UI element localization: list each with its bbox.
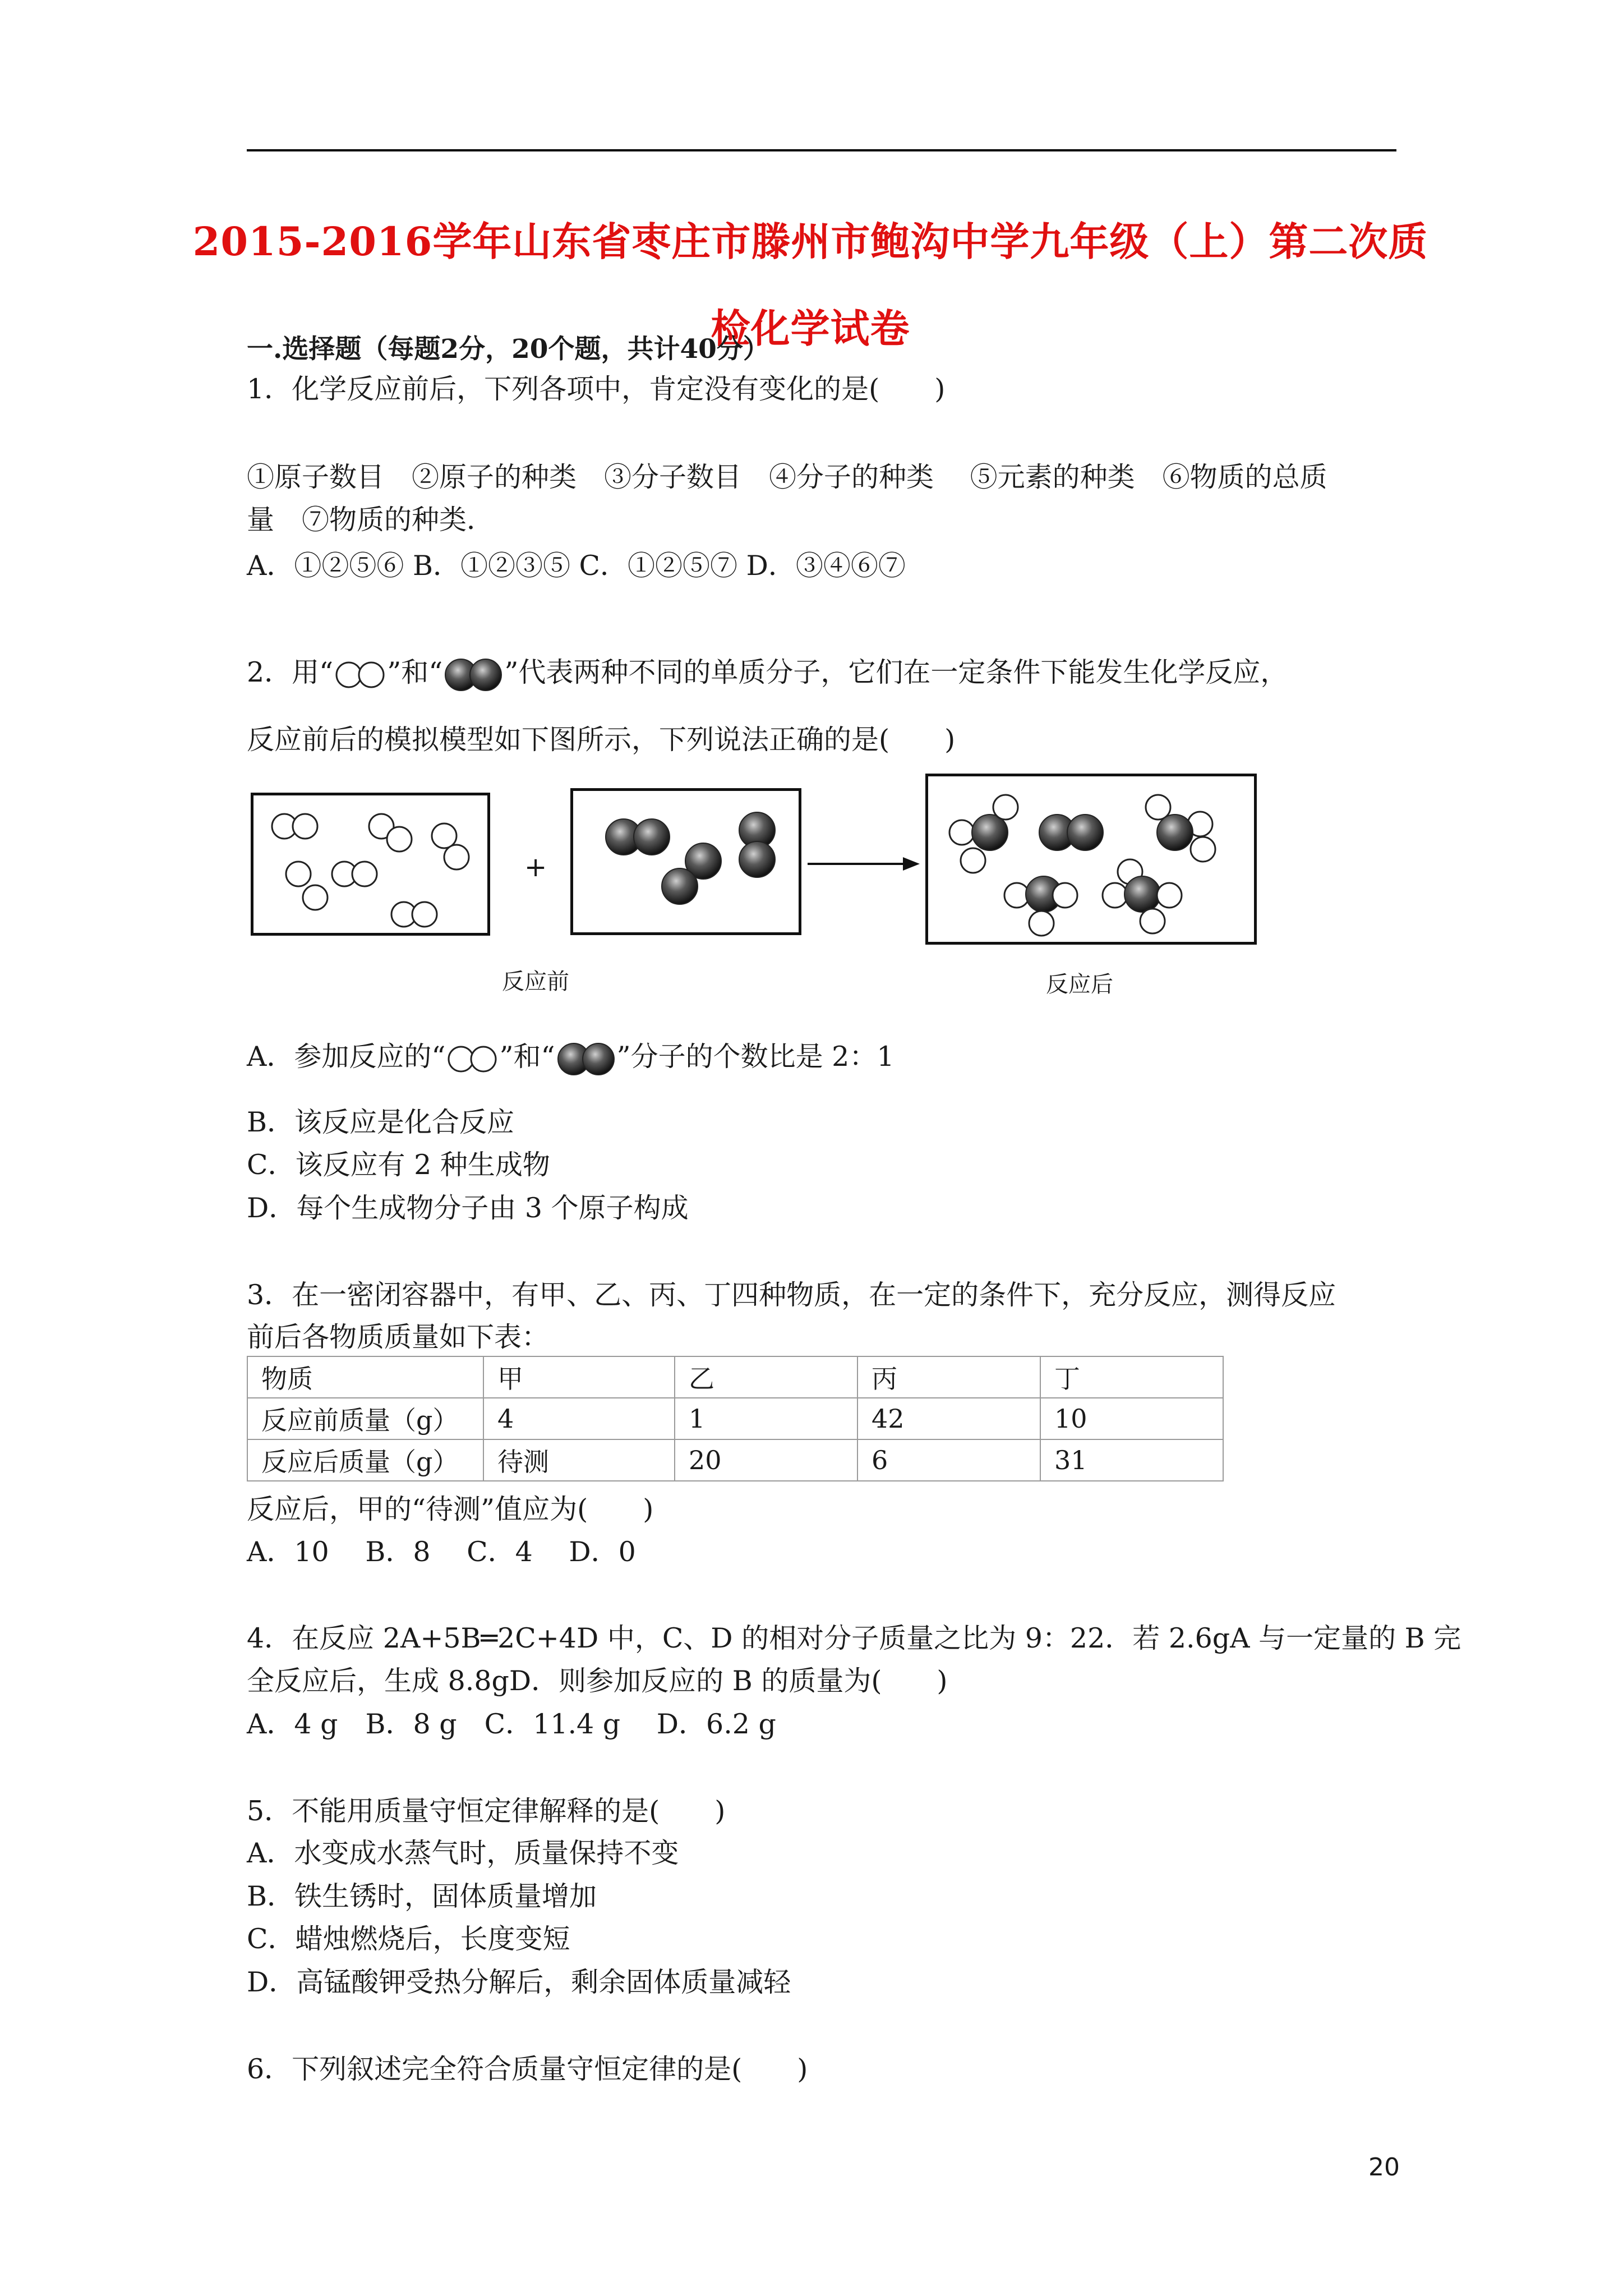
q5-option-d: D．高锰酸钾受热分解后，剩余固体质量减轻 xyxy=(247,1966,791,1998)
exam-title-line1: 2015-2016学年山东省枣庄市滕州市鲍沟中学九年级（上）第二次质 xyxy=(192,218,1428,265)
table-cell: 丙 xyxy=(857,1356,1040,1398)
table-row xyxy=(247,1439,1223,1481)
q1-items-line2: 量 ⑦物质的种类． xyxy=(247,504,495,536)
table-cell: 待测 xyxy=(483,1439,675,1481)
q2-stem-line1 xyxy=(247,651,1288,693)
q3-after-table: 反应后，甲的“待测”值应为( ) xyxy=(247,1493,654,1525)
q2-option-b: B．该反应是化合反应 xyxy=(247,1106,515,1138)
table-row xyxy=(247,1398,1223,1439)
q1-stem: 1．化学反应前后，下列各项中，肯定没有变化的是( ) xyxy=(247,373,946,405)
mass-data-table xyxy=(247,1356,1224,1481)
exam-title-line2: 检化学试卷 xyxy=(711,305,910,352)
q6-stem: 6．下列叙述完全符合质量守恒定律的是( ) xyxy=(247,2053,808,2085)
table-cell: 31 xyxy=(1040,1439,1223,1481)
q4-options: A．4 g B．8 g C．11.4 g D．6.2 g xyxy=(247,1708,776,1740)
dark-molecule-icon xyxy=(442,657,504,693)
q1-items-line1: ①原子数目 ②原子的种类 ③分子数目 ④分子的种类 ⑤元素的种类 ⑥物质的总质 xyxy=(247,461,1327,493)
q2-option-d: D．每个生成物分子由 3 个原子构成 xyxy=(247,1192,689,1224)
before-box-white xyxy=(251,793,490,936)
white-molecule-icon xyxy=(445,1043,499,1075)
q1-options: A．①②⑤⑥ B．①②③⑤ C．①②⑤⑦ D．③④⑥⑦ xyxy=(247,550,906,582)
table-cell: 6 xyxy=(857,1439,1040,1481)
table-row xyxy=(247,1356,1223,1398)
q2-stem-line2: 反应前后的模拟模型如下图所示，下列说法正确的是( ) xyxy=(247,724,956,756)
q2-option-c: C．该反应有 2 种生成物 xyxy=(247,1149,550,1181)
reaction-arrow-icon xyxy=(808,853,920,875)
plus-sign: + xyxy=(524,852,547,883)
q2-stem-part-b: ”和“ xyxy=(387,656,443,688)
table-cell: 42 xyxy=(857,1398,1040,1439)
table-cell: 反应前质量（g） xyxy=(247,1398,483,1439)
q3-options: A．10 B．8 C．4 D．0 xyxy=(247,1536,636,1568)
q2-stem-part-a: 2．用“ xyxy=(247,656,334,688)
q2-optA-part-b: ”和“ xyxy=(499,1041,555,1073)
table-cell: 丁 xyxy=(1040,1356,1223,1398)
before-box-dark xyxy=(570,788,801,935)
white-molecules-diagram xyxy=(253,795,487,933)
table-cell: 物质 xyxy=(247,1356,483,1398)
top-rule xyxy=(247,149,1396,151)
q2-optA-part-c: ”分子的个数比是 2：1 xyxy=(616,1041,895,1073)
table-cell: 20 xyxy=(675,1439,857,1481)
product-molecules-diagram xyxy=(928,776,1254,942)
table-cell: 10 xyxy=(1040,1398,1223,1439)
table-cell: 乙 xyxy=(675,1356,857,1398)
section-heading: 一.选择题（每题2分，20个题，共计40分） xyxy=(247,334,769,365)
q4-line2: 全反应后，生成 8.8gD．则参加反应的 B 的质量为( ) xyxy=(247,1665,948,1697)
table-cell: 4 xyxy=(483,1398,675,1439)
after-box xyxy=(925,774,1257,945)
q5-stem: 5．不能用质量守恒定律解释的是( ) xyxy=(247,1795,726,1827)
label-before-reaction: 反应前 xyxy=(502,969,569,995)
label-after-reaction: 反应后 xyxy=(1046,972,1113,997)
q3-stem-line1: 3．在一密闭容器中，有甲、乙、丙、丁四种物质，在一定的条件下，充分反应，测得反应 xyxy=(247,1279,1336,1311)
table-cell: 甲 xyxy=(483,1356,675,1398)
q5-option-a: A．水变成水蒸气时，质量保持不变 xyxy=(247,1837,679,1869)
table-cell: 1 xyxy=(675,1398,857,1439)
page-number: 20 xyxy=(1368,2153,1400,2182)
q2-stem-part-c: ”代表两种不同的单质分子，它们在一定条件下能发生化学反应， xyxy=(504,656,1288,688)
q3-stem-line2: 前后各物质质量如下表： xyxy=(247,1321,550,1353)
q4-line1: 4．在反应 2A+5B═2C+4D 中，C、D 的相对分子质量之比为 9：22．若 2.6gA 与一定量的 B 完 xyxy=(247,1622,1461,1654)
q2-option-a xyxy=(247,1035,895,1077)
q5-option-b: B．铁生锈时，固体质量增加 xyxy=(247,1880,597,1912)
white-molecule-icon xyxy=(333,659,387,691)
q5-option-c: C．蜡烛燃烧后，长度变短 xyxy=(247,1923,570,1955)
q2-optA-part-a: A．参加反应的“ xyxy=(247,1041,446,1073)
dark-molecules-diagram xyxy=(573,791,799,932)
dark-molecule-icon xyxy=(555,1041,617,1077)
table-cell: 反应后质量（g） xyxy=(247,1439,483,1481)
